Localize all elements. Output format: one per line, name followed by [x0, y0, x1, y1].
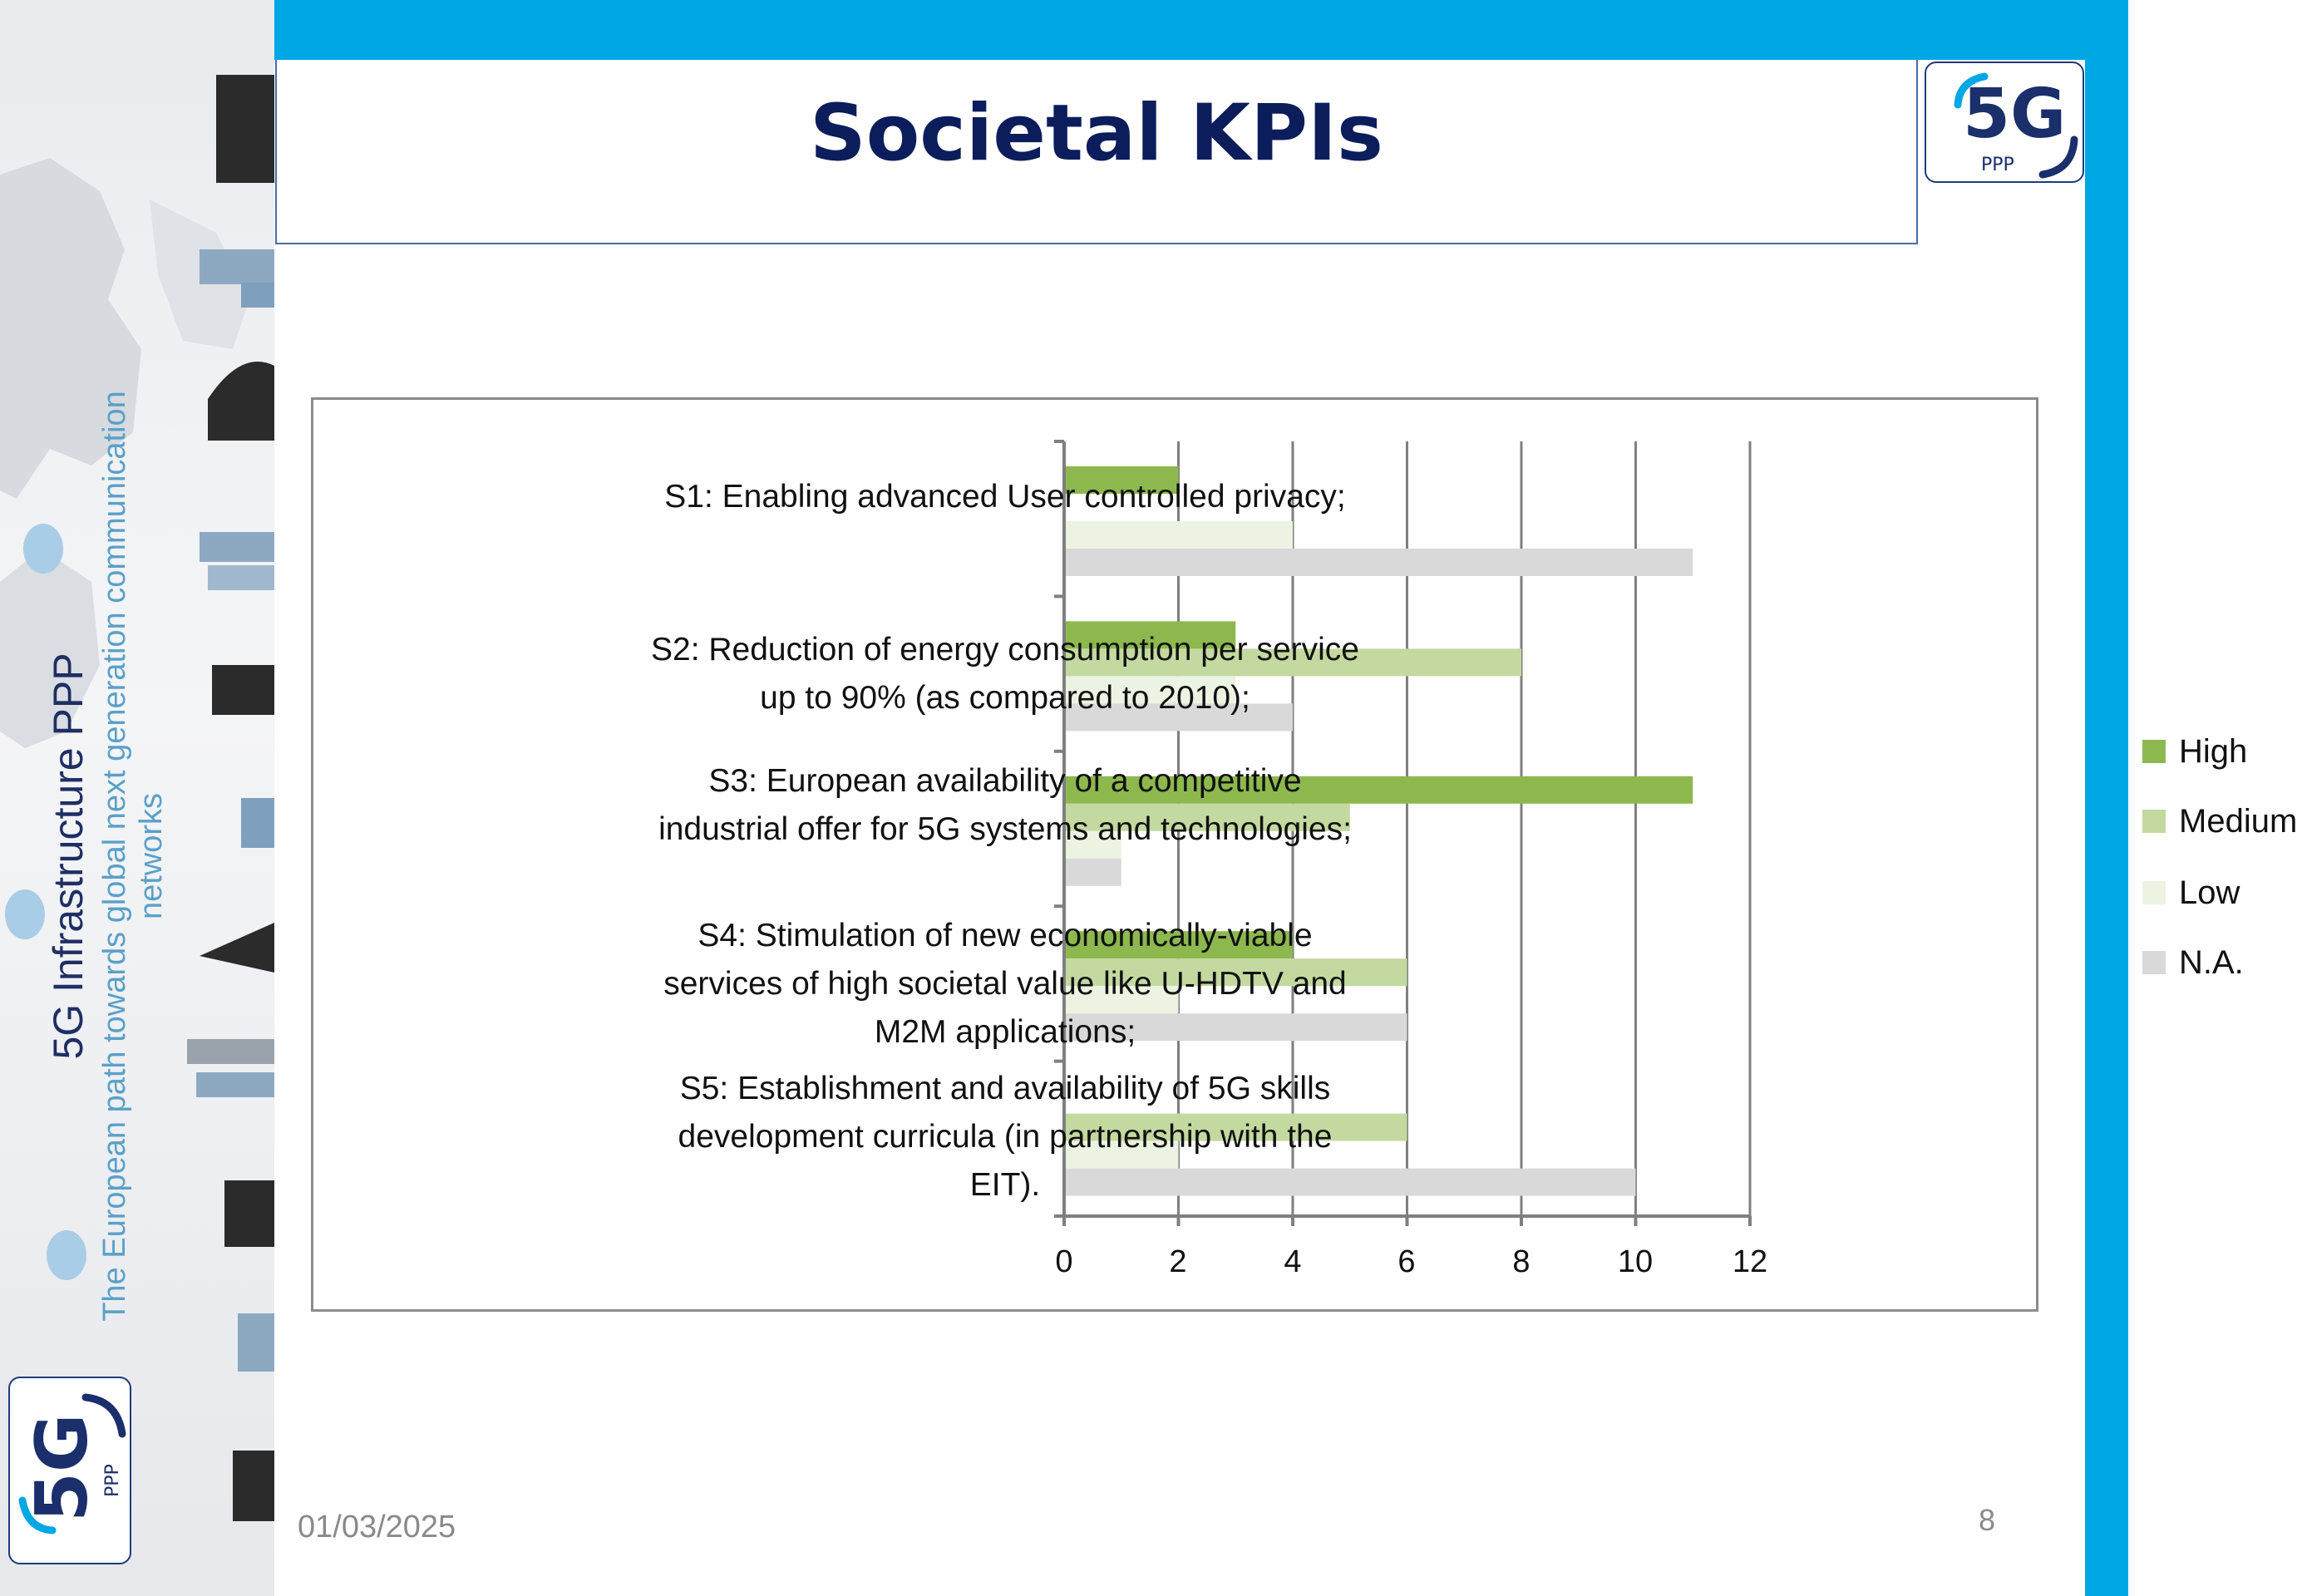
page-number: 8 [1979, 1503, 1996, 1537]
category-label-s3: S3: European availability of a competitive industrial offer for 5G systems and technologies; [658, 763, 1352, 847]
legend-label-high: High [2179, 732, 2248, 770]
title-box [275, 60, 1918, 244]
logo-5g-text: 5G [1963, 75, 2067, 154]
category-label-s1: S1: Enabling advanced User controlled privacy; [664, 479, 1346, 515]
5g-ppp-logo-side [8, 1377, 131, 1564]
category-label-s2: S2: Reduction of energy consumption per service up to 90% (as compared to 2010); [651, 632, 1359, 716]
legend-item-medium [2142, 800, 2297, 842]
legend-swatch-na [2142, 951, 2166, 974]
x-tick-label: 2 [1169, 1244, 1187, 1279]
side-panel-title: 5G Infrastructure PPP [45, 653, 91, 1060]
legend-swatch-medium [2142, 810, 2166, 833]
category-label-s4: S4: Stimulation of new economically-viable services of high societal value like U-HDTV and M2M applications; [663, 918, 1347, 1050]
logo-5g-text: 5G [21, 1413, 104, 1522]
x-tick-label: 8 [1512, 1244, 1531, 1279]
x-tick-label: 6 [1397, 1244, 1416, 1279]
logo-ppp-text: PPP [1981, 155, 2014, 175]
legend-item-high [2142, 731, 2247, 772]
legend-item-low [2142, 872, 2240, 914]
legend-label-low: Low [2179, 874, 2240, 911]
slide-title: Societal KPIs [810, 88, 1383, 179]
bar-low-s1 [1064, 521, 1293, 549]
bar-na-s1 [1064, 549, 1693, 576]
side-panel [0, 0, 274, 1596]
legend-swatch-low [2142, 881, 2166, 904]
category-label-s5: S5: Establishment and availability of 5G skills development curricula (in partnership with the EIT). [678, 1071, 1333, 1203]
x-tick-label: 10 [1617, 1244, 1654, 1279]
legend-item-na [2142, 942, 2244, 983]
side-panel-texts [43, 391, 170, 1322]
logo-ppp-text: PPP [102, 1464, 123, 1497]
footer-date: 01/03/2025 [298, 1510, 456, 1544]
x-tick-label: 12 [1732, 1244, 1768, 1279]
x-tick-label: 0 [1055, 1244, 1073, 1279]
x-tick-label: 4 [1284, 1244, 1302, 1279]
5g-ppp-logo [1925, 62, 2084, 183]
side-panel-subtitle: The European path towards global next generation communication networks [97, 391, 169, 1322]
top-blue-bar [274, 0, 2128, 60]
right-blue-strip [2085, 0, 2128, 1596]
bar-na-s3 [1064, 859, 1121, 886]
legend-label-medium: Medium [2179, 802, 2297, 840]
legend-label-na: N.A. [2179, 943, 2244, 981]
chart-frame [311, 397, 2297, 1312]
legend-swatch-high [2142, 740, 2166, 763]
